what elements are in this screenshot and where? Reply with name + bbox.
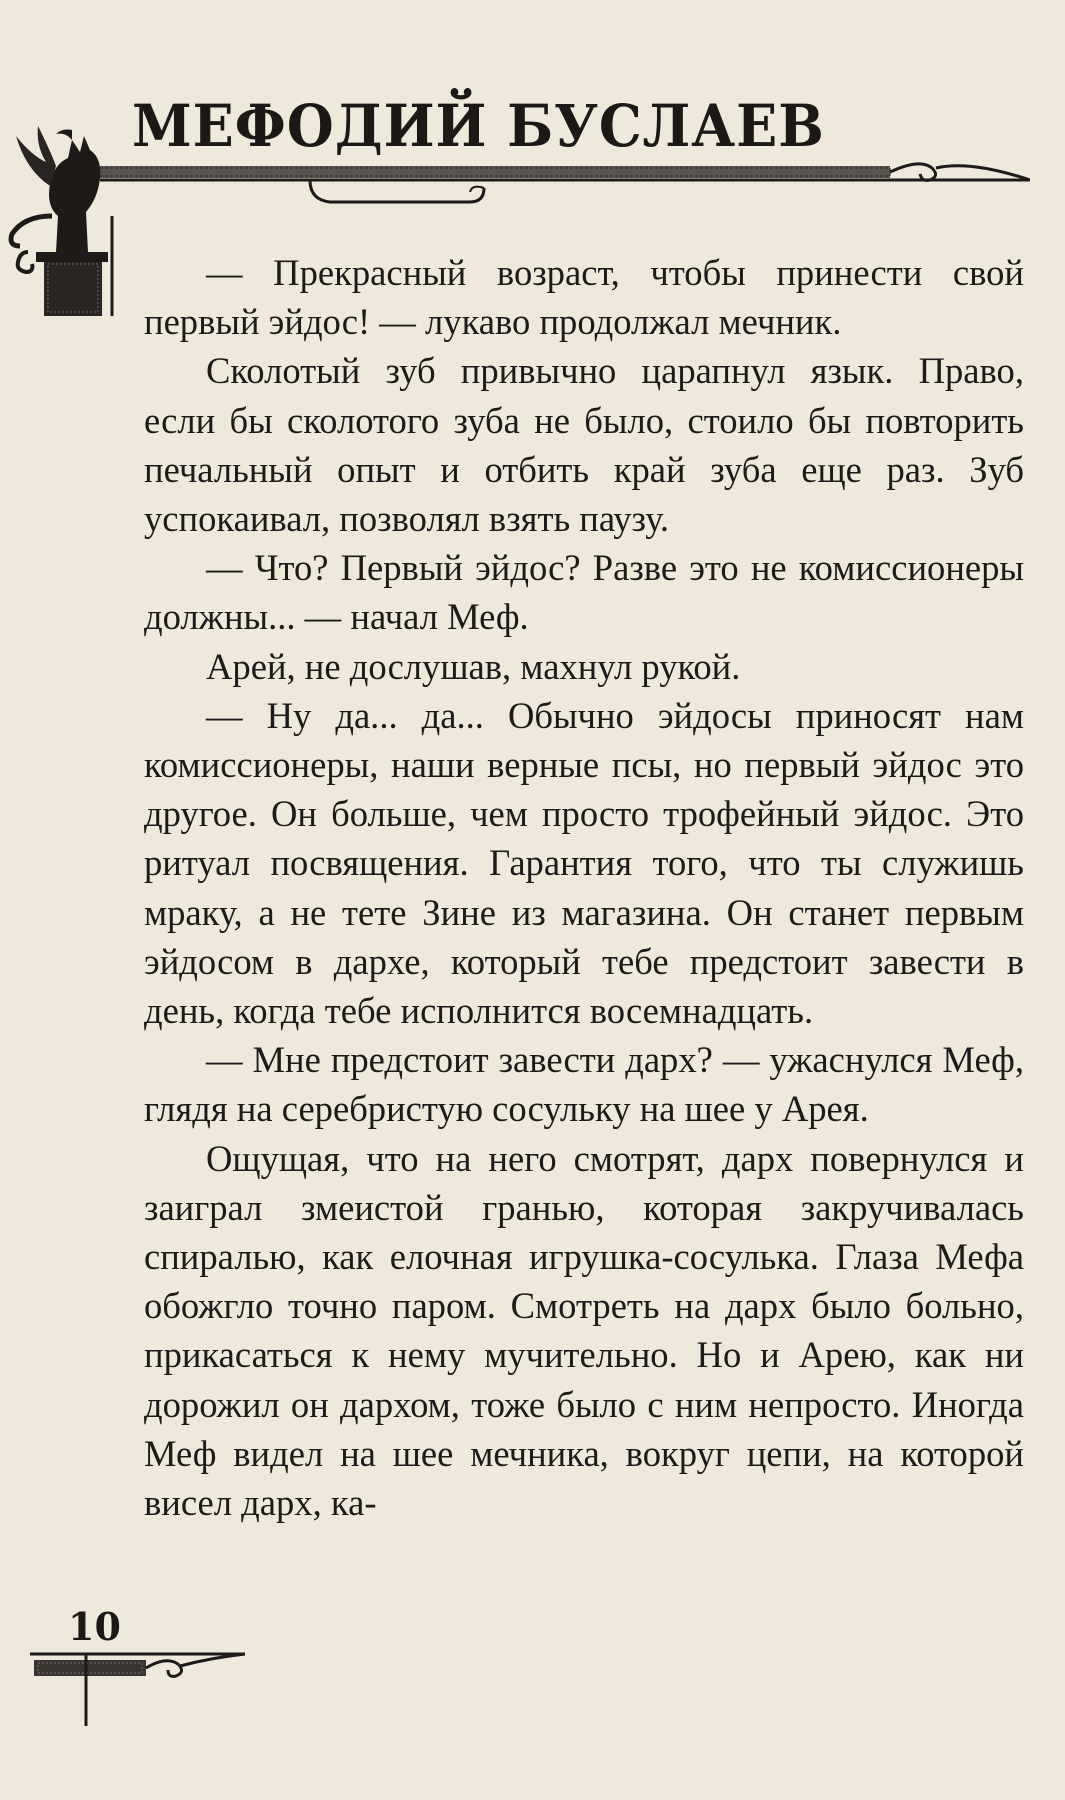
footer-rule-ornament-icon (30, 1652, 255, 1732)
paragraph: Ощущая, что на него смотрят, дарх повернулся и заиграл змеистой гранью, которая закручивалась спиралью, как елочная игрушка-сосулька. Глаза Мефа обожгло точно паром. Смотреть на дарх было больно, прикасаться к нему мучительно. Но и Арею, как ни дорожил он дархом, тоже было с ним непросто. Иногда Меф видел на шее мечника, вокруг цепи, на которой висел дарх, ка- (144, 1137, 1024, 1524)
paragraph: — Мне предстоит завести дарх? — ужаснулся Меф, глядя на серебристую сосульку на шее у Арея. (144, 1039, 1024, 1130)
paragraph: — Что? Первый эйдос? Разве это не комиссионеры должны... — начал Меф. (144, 547, 1024, 638)
paragraph: — Ну да... да... Обычно эйдосы приносят нам комиссионеры, наши верные псы, но первый эйдос это другое. Он больше, чем просто трофейный эйдос. Это ритуал посвящения. Гарантия того, что ты служишь мраку, а не тете Зине из магазина. Он станет первым эйдосом в дархе, который тебе предстоит завести в день, когда тебе исполнится восемнадцать. (144, 694, 1024, 1032)
running-header-title: МЕФОДИЙ БУСЛАЕВ (132, 92, 825, 160)
body-text (144, 248, 1024, 1527)
paragraph: Арей, не дослушав, махнул рукой. (206, 645, 741, 687)
header-rule-ornament-icon (100, 140, 1030, 230)
page-number: 10 (68, 1604, 121, 1649)
paragraph: Сколотый зуб привычно царапнул язык. Право, если бы сколотого зуба не было, стоило бы повторить печальный опыт и отбить край зуба еще раз. Зуб успокаивал, позволял взять паузу. (144, 350, 1024, 540)
paragraph: — Прекрасный возраст, чтобы принести свой первый эйдос! — лукаво продолжал мечник. (144, 252, 1024, 343)
